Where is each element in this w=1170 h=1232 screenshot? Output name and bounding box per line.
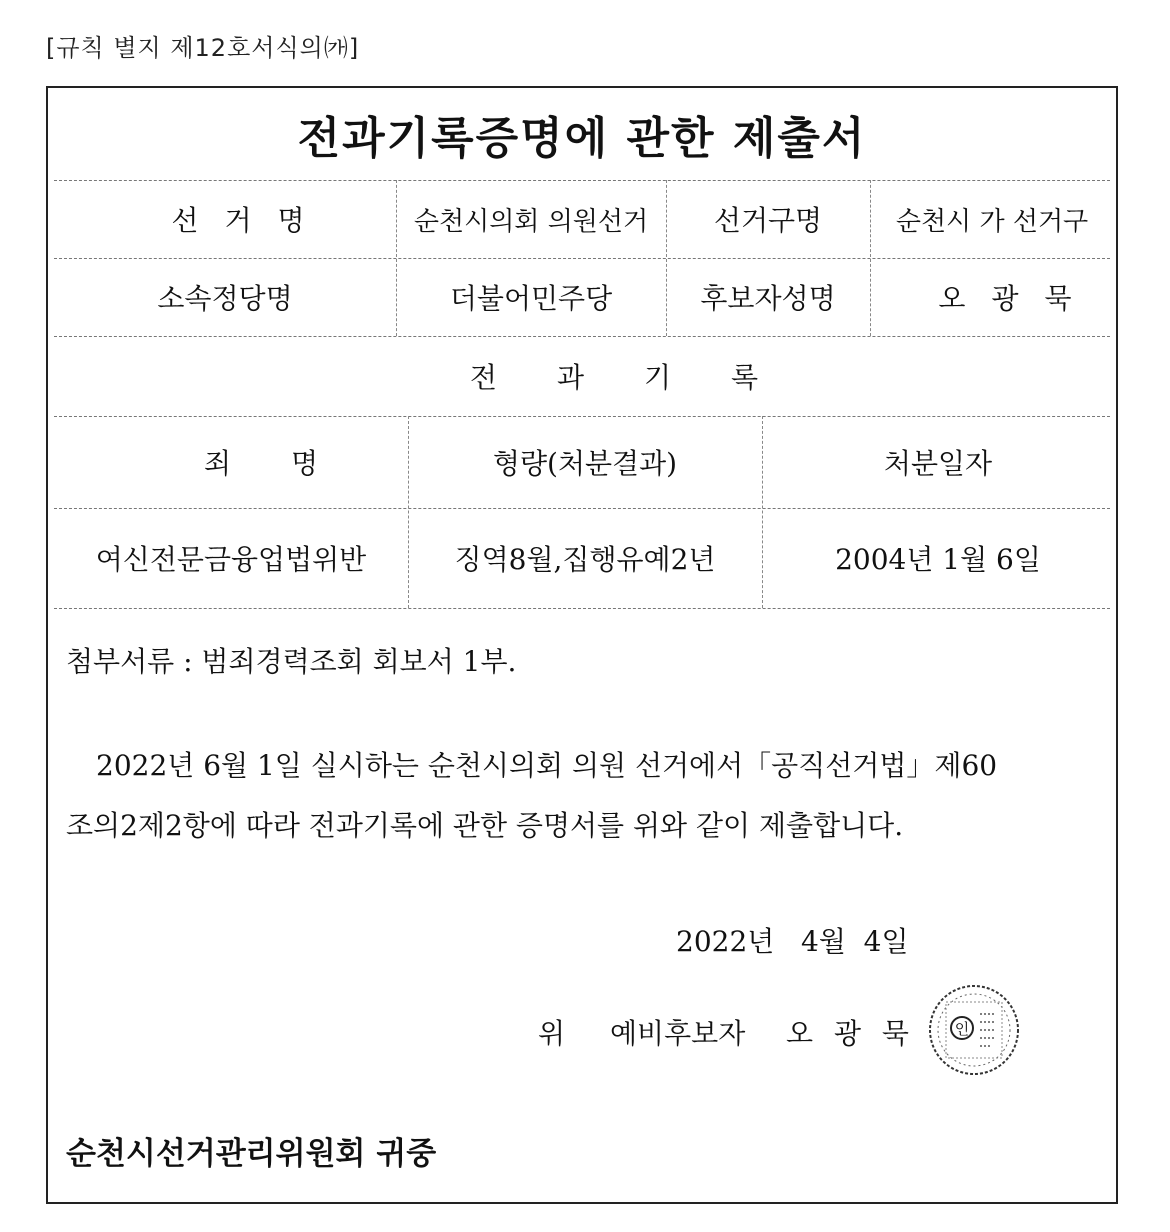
- candidate-label: 후보자성명: [700, 282, 836, 315]
- election-name-value: 순천시의회 의원선거: [413, 206, 649, 237]
- election-name-label: 선거명: [171, 204, 331, 237]
- document-title: 전과기록증명에 관한 제출서: [297, 113, 867, 164]
- record-header-date: 처분일자: [883, 447, 993, 480]
- body-line-1: 2022년 6월 1일 실시하는 순천시의회 의원 선거에서「공직선거법」제60: [96, 749, 998, 782]
- form-code: [규칙 별지 제12호서식의㈎]: [46, 34, 360, 62]
- party-value: 더불어민주당: [449, 282, 613, 315]
- body-line-2: 조의2제2항에 따라 전과기록에 관한 증명서를 위와 같이 제출합니다.: [66, 809, 904, 842]
- record-sentence: 징역8월,집행유예2년: [454, 543, 716, 576]
- district-label: 선거구명: [713, 204, 823, 237]
- record-crime: 여신전문금융업법위반: [95, 543, 367, 576]
- signer-role: 예비후보자: [610, 1017, 746, 1050]
- record-section-label: 전과기록: [469, 361, 819, 394]
- record-date: 2004년 1월 6일: [835, 543, 1041, 576]
- row-divider: [54, 608, 1110, 609]
- signer-prefix: 위: [538, 1017, 566, 1050]
- document-frame: [46, 86, 1118, 1204]
- official-seal-icon: [928, 984, 1020, 1076]
- district-value: 순천시 가 선거구: [895, 206, 1089, 237]
- signer-name: 오 광 묵: [786, 1017, 915, 1050]
- record-header-crime: 죄명: [203, 447, 379, 480]
- record-header-sentence: 형량(처분결과): [492, 447, 678, 480]
- form-table: [54, 88, 1110, 612]
- party-label: 소속정당명: [157, 282, 293, 315]
- attachment-note: 첨부서류 : 범죄경력조회 회보서 1부.: [66, 645, 517, 678]
- recipient: 순천시선거관리위원회 귀중: [66, 1136, 437, 1172]
- candidate-value: 오광묵: [938, 282, 1098, 315]
- submission-date: 2022년 4월 4일: [676, 925, 909, 958]
- seal-text: 인: [954, 1020, 970, 1038]
